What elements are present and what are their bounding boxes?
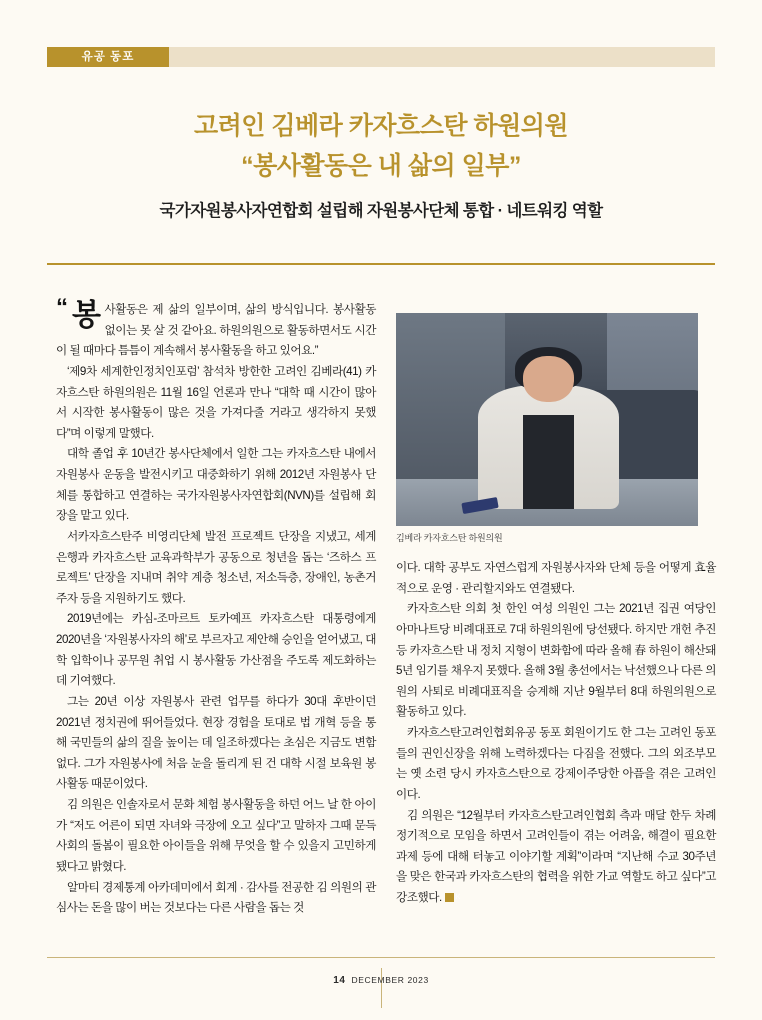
- paragraph: 2019년에는 카심-조마르트 토카예프 카자흐스탄 대통령에게 2020년을 ‘자원봉사자의 해’로 부르자고 제안해 승인을 얻어냈고, 대학 입학이나 공무원 취업 시 봉사활동 가산점을 주도록 제도화하는 데 기여했다.: [56, 612, 376, 688]
- interview-photo: [396, 313, 698, 526]
- page-title: [47, 110, 715, 184]
- headline-line-2: “봉사활동은 내 삶의 일부”: [241, 151, 521, 180]
- article-column-right: [396, 558, 716, 909]
- article-column-left: [56, 294, 376, 919]
- paragraph: 김 의원은 인솔자로서 문화 체험 봉사활동을 하던 어느 날 한 아이가 “저도 어른이 되면 자녀와 극장에 오고 싶다”고 말하자 그때 문득 사회의 돌봄이 필요한 아이들을 위해 무엇을 할 수 있을지 고민하게 됐다고 밝혔다.: [56, 798, 376, 873]
- paragraph: 서카자흐스탄주 비영리단체 발전 프로젝트 단장을 지냈고, 세계은행과 카자흐스탄 교육과학부가 공동으로 청년을 돕는 ‘즈하스 프로젝트’ 단장을 지내며 취약 계층 청소년, 저소득층, 장애인, 농촌거주자 등을 지원하기도 했다.: [56, 529, 376, 605]
- lead-paragraph-wrap: [56, 294, 376, 362]
- paragraph: 그는 20년 이상 자원봉사 관련 업무를 하다가 30대 후반이던 2021년 정치권에 뛰어들었다. 현장 경험을 토대로 법 개혁 등을 통해 국민들의 삶의 질을 높이는 데 일조하겠다는 초심은 지금도 변함없다. 그가 자원봉사에 처음 눈을 돌리게 된 건 대학 시절 보육원 봉사활동 때문이었다.: [56, 694, 376, 791]
- photo-person-inner-top: [523, 415, 574, 509]
- paragraph: 대학 졸업 후 10년간 봉사단체에서 일한 그는 카자흐스탄 내에서 자원봉사 운동을 발전시키고 대중화하기 위해 2012년 자원봉사 단체를 통합하고 연결하는 국가자원봉사자연합회(NVN)를 설립해 회장을 맡고 있다.: [56, 447, 376, 523]
- header-divider: [47, 263, 715, 265]
- photo-caption: 김베라 카자흐스탄 하원의원: [396, 533, 503, 543]
- end-mark-icon: K: [445, 893, 454, 902]
- open-quote-mark: “: [56, 294, 68, 321]
- paragraph: 카자흐스탄 의회 첫 한인 여성 의원인 그는 2021년 집권 여당인 아마나트당 비례대표로 7대 하원의원에 당선됐다. 하지만 개헌 추진 등 카자흐스탄 내 정치 지형이 변화함에 따라 올해 春 하원이 해산돼 5년 임기를 채우지 못했다. 올해 3월 총선에서는 낙선했으나 다른 의원의 사퇴로 비례대표직을 승계해 지난 9월부터 8대 하원의원으로 활동하고 있다.: [396, 602, 716, 719]
- paragraph: 알마티 경제통계 아카데미에서 회계 · 감사를 전공한 김 의원의 관심사는 돈을 많이 버는 것보다는 다른 사람을 돕는 것: [56, 880, 376, 915]
- issue-date: DECEMBER 2023: [351, 975, 429, 985]
- paragraph: ‘제9차 세계한인정치인포럼’ 참석차 방한한 고려인 김베라(41) 카자흐스탄 하원의원은 11월 16일 언론과 만나 “대학 때 시간이 많아서 시작한 봉사활동이 많은 것을 가져다줄 거라고 생각하지 못했다”며 이렇게 말했다.: [56, 364, 376, 440]
- headline-line-1: 고려인 김베라 카자흐스탄 하원의원: [193, 112, 569, 140]
- subheadline: 국가자원봉사자연합회 설립해 자원봉사단체 통합 · 네트워킹 역할: [159, 202, 603, 220]
- paragraph: 카자흐스탄고려인협회유공 동포 회원이기도 한 그는 고려인 동포들의 권인신장을 위해 노력하겠다는 다짐을 전했다. 그의 외조부모는 옛 소련 당시 카자흐스탄으로 강제이주당한 아픔을 겪은 고려인이다.: [396, 726, 716, 801]
- dropcap-letter: 봉: [72, 299, 101, 332]
- footer-vertical-rule: [381, 968, 382, 1008]
- footer-divider-line: [47, 957, 715, 958]
- paragraph-text: 김 의원은 “12월부터 카자흐스탄고려인협회 측과 매달 한두 차례 정기적으로 모임을 하면서 고려인들이 겪는 어려움, 해결이 필요한 과제 등에 대해 터놓고 이야기할 계획”이라며 “지난해 수교 30주년을 맞은 한국과 카자흐스탄의 협력을 위한 가교 역할도 하고 싶다”고 강조했다.: [396, 808, 716, 904]
- photo-person-face: [523, 356, 574, 403]
- paragraph: 이다. 대학 공부도 자연스럽게 자원봉사자와 단체 등을 어떻게 효율적으로 운영 · 관리할지와도 연결됐다.: [396, 561, 716, 595]
- paragraph: [396, 806, 716, 909]
- page-number: 14: [333, 975, 346, 986]
- paragraph: 사활동은 제 삶의 일부이며, 삶의 방식입니다. 봉사활동 없이는 못 살 것 같아요. 하원의원으로 활동하면서도 시간이 될 때마다 틈틈이 계속해서 봉사활동을 하고 있어요.”: [56, 303, 376, 358]
- category-label: 유공 동포: [81, 51, 135, 63]
- page-footer: [47, 975, 715, 986]
- category-tag: [47, 47, 169, 67]
